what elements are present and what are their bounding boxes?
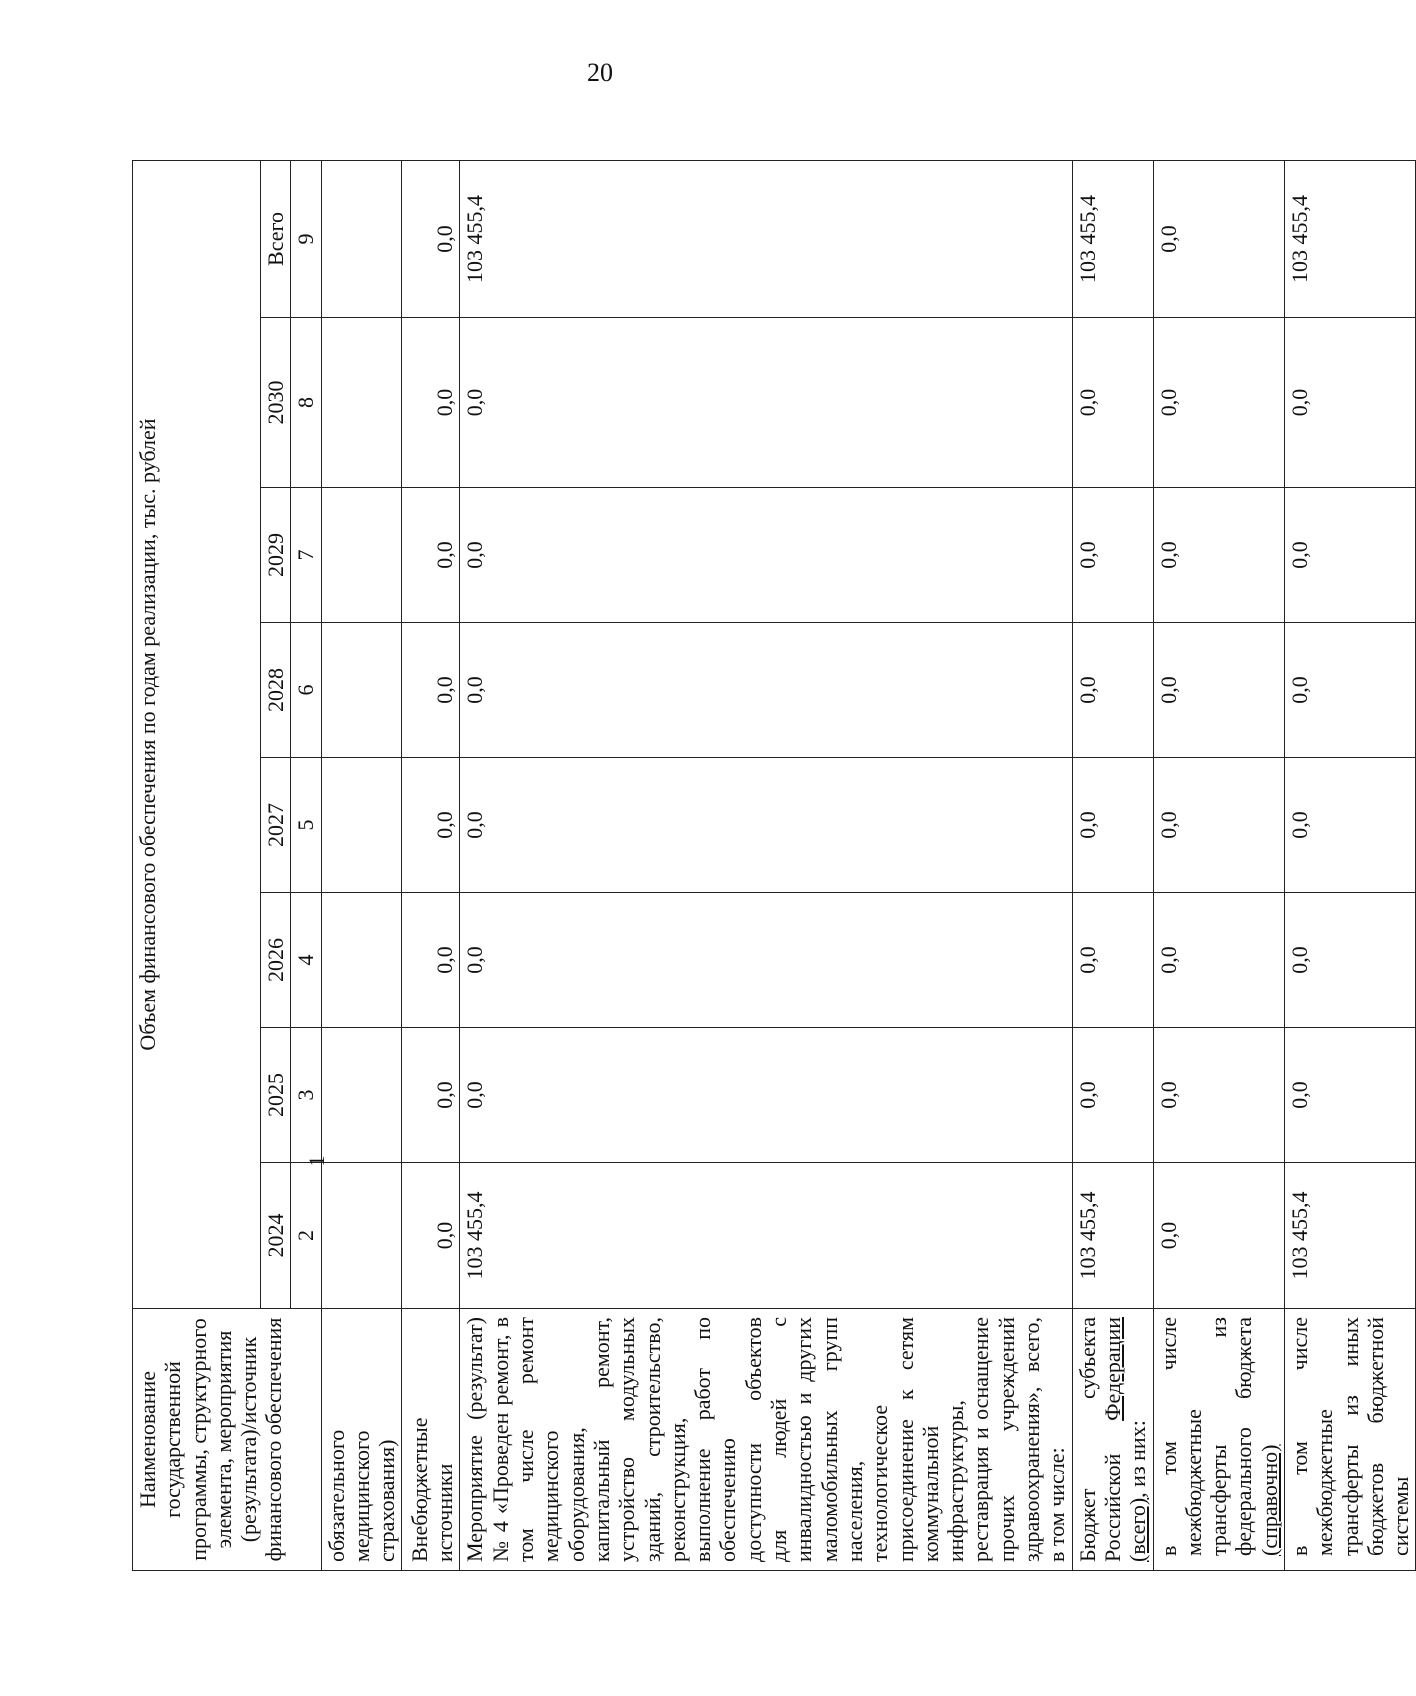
row-label: Мероприятие (результат) № 4 «Проведен ремонт, в том числе ремонт медицинского оборудования, капитальный ремонт, устройство модульных зданий, строительство, реконструкция, выполнение работ по обеспечению доступности объектов для людей с инвалидностью и других маломобильных групп населения, технологическое присоединение к сетям коммунальной инфраструктуры, реставрация и оснащение прочих учреждений здравоохранения», всего, в том числе:: [460, 1309, 1072, 1571]
value-cell: 0,0: [1153, 758, 1284, 893]
column-number: 2: [291, 1163, 321, 1309]
value-cell: 103 455,4: [1284, 160, 1415, 317]
value-cell: 0,0: [1284, 623, 1415, 758]
header-name-cell: Наименование государственной программы, структурного элемента, мероприятия (результата)/источник финансового обеспечения: [133, 1309, 322, 1571]
value-cell: 0,0: [1072, 488, 1153, 623]
row-label-underlined: Федерации (всего): [1099, 1317, 1151, 1562]
column-number: 6: [291, 623, 321, 758]
value-cell: 0,0: [1072, 758, 1153, 893]
row-label-part: Бюджет субъекта Российской: [1074, 1317, 1125, 1562]
value-cell: 0,0: [402, 1028, 460, 1163]
header-row: [133, 160, 261, 1570]
row-label: [1153, 1309, 1284, 1571]
value-cell: 0,0: [1153, 893, 1284, 1028]
value-cell: 103 455,4: [1072, 1163, 1153, 1309]
column-number: 7: [291, 488, 321, 623]
value-cell: 0,0: [402, 488, 460, 623]
column-number: 5: [291, 758, 321, 893]
column-number: 8: [291, 318, 321, 488]
column-number: 3: [291, 1028, 321, 1163]
value-cell: 0,0: [460, 623, 1072, 758]
year-cell: 2024: [261, 1163, 291, 1309]
value-cell: 0,0: [460, 893, 1072, 1028]
value-cell: [321, 758, 402, 893]
value-cell: 0,0: [1153, 488, 1284, 623]
row-label: [1072, 1309, 1153, 1571]
value-cell: 0,0: [402, 160, 460, 317]
year-cell: 2030: [261, 318, 291, 488]
value-cell: 0,0: [1153, 160, 1284, 317]
year-cell: 2025: [261, 1028, 291, 1163]
year-total-cell: Всего: [261, 160, 291, 317]
value-cell: 0,0: [1284, 758, 1415, 893]
value-cell: 0,0: [1072, 623, 1153, 758]
value-cell: 0,0: [402, 623, 460, 758]
value-cell: 103 455,4: [1284, 1163, 1415, 1309]
table-row: [1153, 160, 1284, 1570]
value-cell: [321, 893, 402, 1028]
value-cell: 0,0: [460, 488, 1072, 623]
value-cell: 0,0: [1072, 1028, 1153, 1163]
value-cell: 0,0: [1153, 623, 1284, 758]
value-cell: [321, 488, 402, 623]
value-cell: 0,0: [1072, 893, 1153, 1028]
value-cell: 0,0: [1153, 1163, 1284, 1309]
page-number: 20: [587, 58, 613, 87]
year-cell: 2027: [261, 758, 291, 893]
financing-table: [132, 160, 1416, 1571]
value-cell: 0,0: [1072, 318, 1153, 488]
value-cell: [321, 1028, 402, 1163]
row-label-underlined: (справочно): [1256, 1444, 1282, 1556]
table-row: [460, 160, 1072, 1570]
rotated-table-wrapper: [132, 161, 1414, 1571]
value-cell: 103 455,4: [460, 160, 1072, 317]
value-cell: 0,0: [402, 758, 460, 893]
value-cell: [321, 318, 402, 488]
row-label: Внебюджетные источники: [402, 1309, 460, 1571]
header-volume-cell: Объем финансового обеспечения по годам реализации, тыс. рублей: [133, 160, 261, 1308]
column-number: 9: [291, 160, 321, 317]
row-label: в том числе межбюджетные трансферты из иных бюджетов бюджетной системы: [1284, 1309, 1415, 1571]
table-row: [402, 160, 460, 1570]
year-cell: 2026: [261, 893, 291, 1028]
value-cell: 0,0: [460, 318, 1072, 488]
value-cell: 0,0: [402, 318, 460, 488]
value-cell: 0,0: [1153, 1028, 1284, 1163]
value-cell: 0,0: [1153, 318, 1284, 488]
value-cell: 0,0: [1284, 1028, 1415, 1163]
value-cell: 103 455,4: [460, 1163, 1072, 1309]
row-label-part: , из них:: [1125, 1420, 1151, 1498]
value-cell: 0,0: [402, 893, 460, 1028]
table-row: [1072, 160, 1153, 1570]
value-cell: 0,0: [1284, 893, 1415, 1028]
value-cell: 103 455,4: [1072, 160, 1153, 317]
value-cell: [321, 623, 402, 758]
value-cell: 0,0: [402, 1163, 460, 1309]
row-label: обязательного медицинского страхования): [321, 1309, 402, 1571]
column-number: 4: [291, 893, 321, 1028]
value-cell: [321, 160, 402, 317]
column-number-1: 1: [304, 1155, 329, 1167]
row-label-part: в том числе межбюджетные трансферты из федерального бюджета: [1155, 1317, 1257, 1556]
value-cell: 0,0: [1284, 318, 1415, 488]
value-cell: 0,0: [1284, 488, 1415, 623]
value-cell: 0,0: [460, 1028, 1072, 1163]
value-cell: 0,0: [460, 758, 1072, 893]
year-cell: 2028: [261, 623, 291, 758]
table-row: [1284, 160, 1415, 1570]
value-cell: [321, 1163, 402, 1309]
table-row: [321, 160, 402, 1570]
year-cell: 2029: [261, 488, 291, 623]
